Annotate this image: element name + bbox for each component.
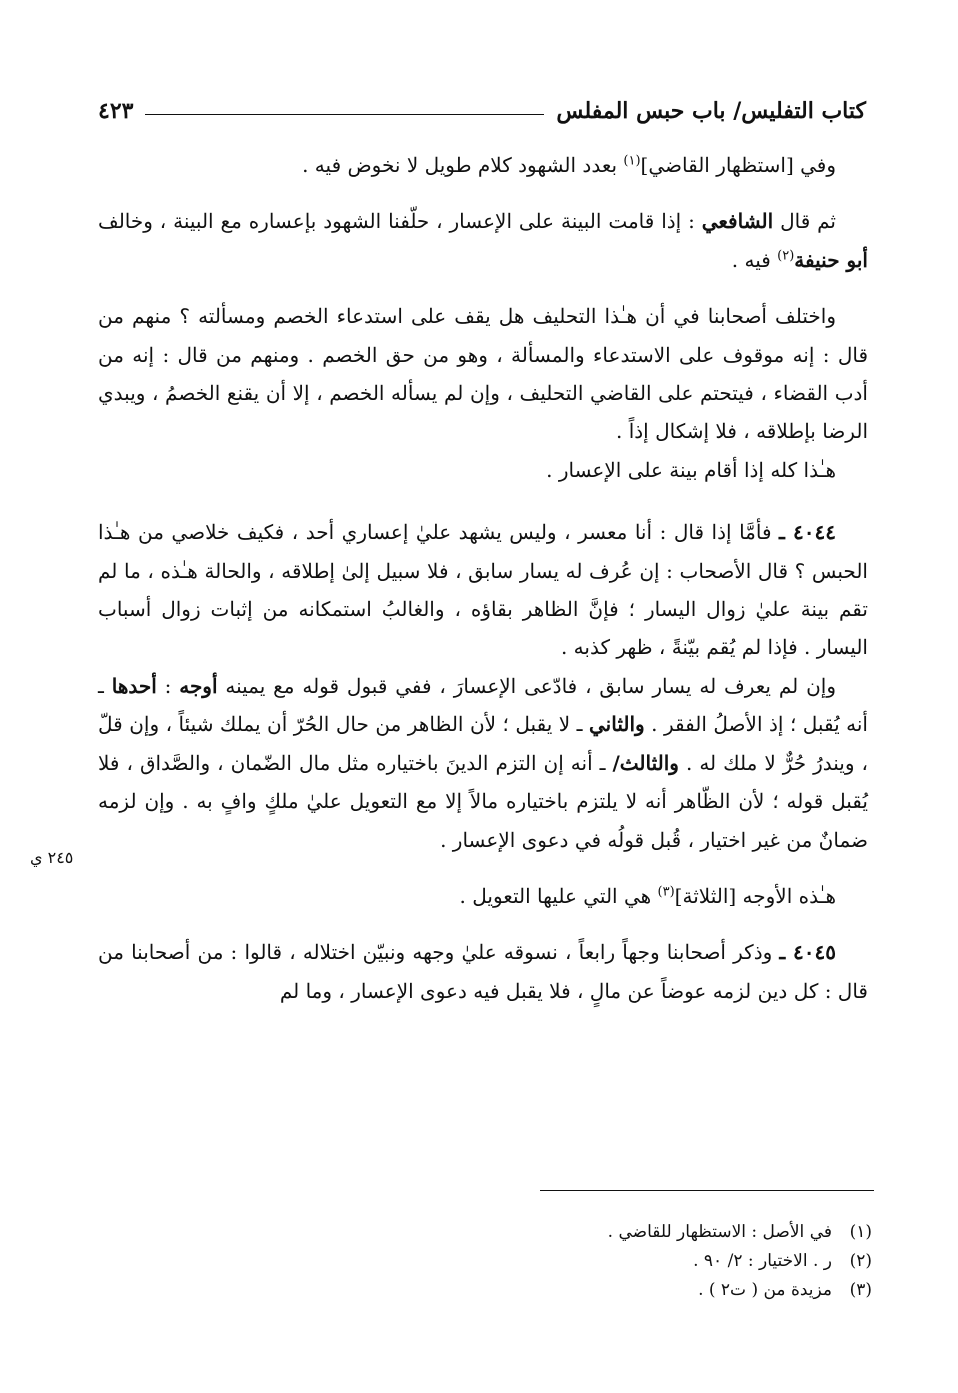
footnotes (608, 1218, 872, 1305)
bold-term: ٤٠٤٥ ـ (779, 940, 836, 965)
footnote-text: مزيدة من ( ت٢ ) . (698, 1280, 832, 1300)
text-run: هـٰذه الأوجه [الثلاثة] (674, 883, 836, 908)
bold-term: الشافعي (701, 209, 774, 234)
paragraph-section-4044 (98, 513, 868, 667)
margin-note: ٢٤٥ ي (30, 848, 74, 867)
footnote-text: ر . الاختيار : ٢/ ٩٠ . (693, 1251, 832, 1271)
paragraph (98, 451, 868, 489)
text-run: هي التي عليها التعويل . (459, 883, 658, 908)
footnote-rule (540, 1190, 874, 1191)
running-title: كتاب التفليس/ باب حبس المفلس (556, 98, 866, 124)
text-run: : إذا قامت البينة على الإعسار ، حلّفنا الشهود بإعساره مع البينة ، وخالف (98, 209, 702, 234)
bold-term: أبو حنيفة (794, 247, 868, 272)
bold-term: أوجه (179, 673, 218, 698)
paragraph (98, 667, 868, 859)
text-run: وإن لم يعرف له يسار سابق ، فادّعى الإعسارَ ، ففي قبول قوله مع يمينه (217, 673, 836, 698)
text-run: هـٰذا كله إذا أقام بينة على الإعسار . (546, 457, 836, 482)
footnote-text: في الأصل : الاستظهار للقاضي . (607, 1222, 832, 1242)
footnote-ref: (١) (623, 153, 641, 169)
footnote-item (608, 1247, 872, 1276)
text-run: ـ لا يقبل ؛ لأن الظاهر من حال الحُرّ أن يملك شيئاً ، وإن قلّ ، ويندرُ حُرٌّ لا ملك له . (98, 712, 868, 775)
paragraph (98, 202, 868, 279)
text-run: بعدد الشهود كلام طويل لا نخوض فيه . (302, 153, 624, 177)
text-run: واختلف أصحابنا في أن هـٰذا التحليف هل يقف على استدعاء الخصم ومسألته ؟ منهم من قال : إنه موقوف على الاستدعاء والمسألة ، وهو من حق الخصم . ومنهم من قال : إنه من أدب القضاء ، فيتحتم على القاضي التحليف ، وإن لم يسأله الخصم ، إلا أن يقنع الخصمُ ، ويبدي الرضا بإطلاقه ، فلا إشكال إذاً . (98, 304, 868, 444)
paragraph (98, 146, 868, 184)
text-run: ـ أنه إن التزم الدينَ باختياره مثل مال الضّمان ، والصَّداق ، فلا يُقبل قوله ؛ لأن الظّاهر أنه لا يلتزم باختياره مالاً إلا مع التعويل عليٰ ملكٍ وافٍ به . وإن لزمه ضمانٌ من غير اختيار ، قُبل قولُه في دعوى الإعسار . (98, 750, 868, 852)
text-run: فأمَّا إذا قال : أنا معسر ، وليس يشهد عليٰ إعساري أحد ، فكيف خلاصي من هـٰذا الحبس ؟ قال الأصحاب : إن عُرف له يسار سابق ، فلا سبيل إلىٰ إطلاقه ، والحالة هـٰذه ، ما لم تقم بينة عليٰ زوال اليسار ؛ فإنَّ الظاهر بقاؤه ، والغالبُ استمكانه من إثبات زوال أسباب اليسار . فإذا لم يُقم بيّنةً ، ظهر كذبه . (98, 520, 868, 660)
paragraph (98, 877, 868, 915)
header-rule (145, 114, 544, 115)
text-run: فيه . (731, 247, 778, 272)
paragraph (98, 297, 868, 451)
text-run: ثم قال (773, 209, 836, 234)
page-header (98, 94, 866, 128)
footnote-number: (٢) (849, 1251, 872, 1271)
footnote-number: (٣) (849, 1280, 872, 1300)
footnote-item (608, 1276, 872, 1305)
main-text (98, 146, 868, 1010)
footnote-ref: (٢) (777, 248, 795, 264)
bold-term: والثاني (588, 712, 645, 737)
page-number: ٤٢٣ (98, 98, 134, 124)
bold-term: ٤٠٤٤ ـ (779, 520, 836, 545)
bold-term: والثالث/ (612, 750, 679, 775)
text-run: وذكر أصحابنا وجهاً رابعاً ، نسوقه عليٰ وجهه ونبيّن اختلاله ، قالوا : من أصحابنا من قال : كل دين لزمه عوضاً عن مالٍ ، فلا يقبل فيه دعوى الإعسار ، وما لم (98, 940, 868, 1003)
text-run: ـ أنه يُقبل ؛ إذ الأصلُ الفقر . (98, 673, 868, 737)
footnote-ref: (٣) (657, 884, 675, 900)
footnote-item (608, 1218, 872, 1247)
bold-term: أحدها (111, 673, 157, 698)
text-run: : (156, 673, 180, 698)
text-run: وفي [استظهار القاضي] (640, 153, 836, 177)
paragraph-section-4045 (98, 933, 868, 1010)
footnote-number: (١) (849, 1222, 872, 1242)
